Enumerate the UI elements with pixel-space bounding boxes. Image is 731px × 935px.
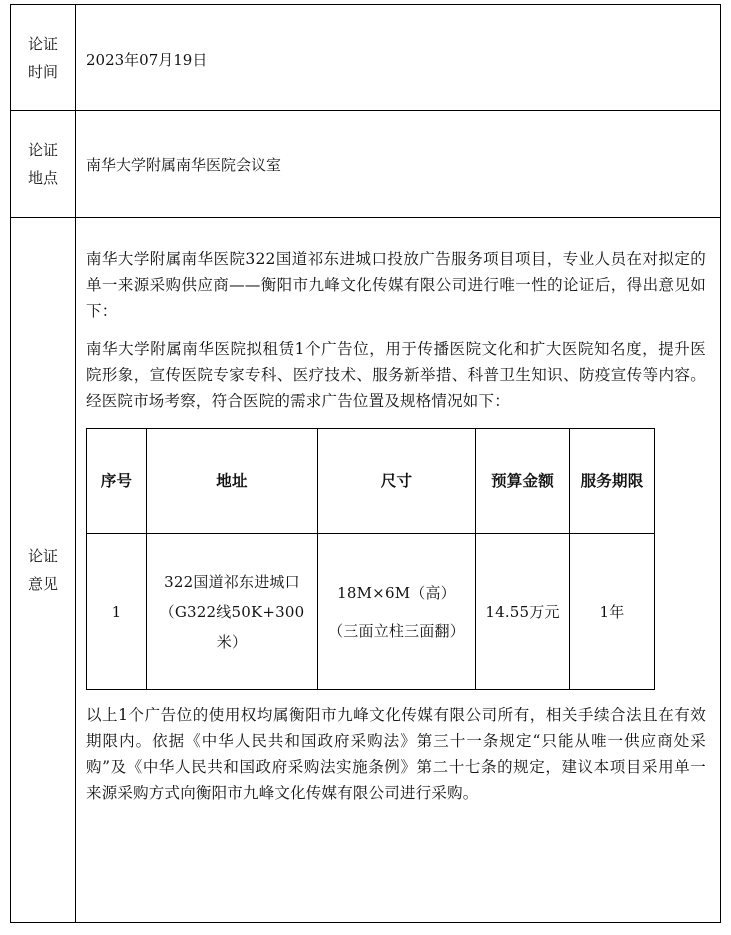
time-value-text: 2023年07月19日 [86, 51, 208, 69]
cell-size [318, 534, 476, 690]
time-value [76, 5, 721, 111]
place-label [11, 111, 76, 218]
billboard-table-header [87, 429, 655, 534]
place-value [76, 111, 721, 218]
opinion-paragraph-3: 以上1个广告位的使用权均属衡阳市九峰文化传媒有限公司所有，相关手续合法且在有效期限内。依据《中华人民共和国政府采购法》第三十一条规定“只能从唯一供应商处采购”及《中华人民共和国政府采购法实施条例》第二十七条的规定，建议本项目采用单一来源采购方式向衡阳市九峰文化传媒有限公司进行采购。 [86, 706, 706, 802]
form-table [10, 4, 721, 923]
place-label-line1: 论证 [27, 141, 58, 159]
cell-period: 1年 [570, 534, 655, 690]
cell-address-line2: （G322线50K+300米） [159, 602, 305, 651]
row-time [11, 5, 721, 111]
opinion-label [11, 218, 76, 923]
cell-size-line1: 18M×6M（高） [337, 583, 456, 602]
cell-address [147, 534, 318, 690]
opinion-label-line2: 意见 [27, 575, 58, 593]
header-address: 地址 [147, 429, 318, 534]
time-label-line1: 论证 [27, 34, 58, 53]
header-budget: 预算金额 [476, 429, 570, 534]
time-label-line2: 时间 [27, 62, 58, 81]
opinion-paragraph-1: 南华大学附属南华医院322国道祁东进城口投放广告服务项目项目，专业人员在对拟定的单一来源采购供应商——衡阳市九峰文化传媒有限公司进行唯一性的论证后，得出意见如下： [86, 250, 706, 320]
billboard-table [86, 428, 655, 690]
cell-no: 1 [87, 534, 147, 690]
cell-budget: 14.55万元 [476, 534, 570, 690]
row-place [11, 111, 721, 218]
time-label [11, 5, 76, 111]
cell-address-line1: 322国道祁东进城口 [164, 572, 300, 591]
opinion-paragraph-2: 南华大学附属南华医院拟租赁1个广告位，用于传播医院文化和扩大医院知名度，提升医院形象，宣传医院专家专科、医疗技术、服务新举措、科普卫生知识、防疫宣传等内容。经医院市场考察，符合医院的需求广告位置及规格情况如下： [86, 340, 706, 410]
header-size: 尺寸 [318, 429, 476, 534]
place-label-line2: 地点 [27, 169, 58, 187]
place-value-text: 南华大学附属南华医院会议室 [86, 155, 282, 174]
header-no: 序号 [87, 429, 147, 534]
row-opinion [11, 218, 721, 923]
opinion-label-line1: 论证 [27, 547, 58, 565]
opinion-content [76, 218, 721, 923]
table-row [87, 534, 655, 690]
cell-size-line2: （三面立柱三面翻） [328, 621, 465, 640]
header-period: 服务期限 [570, 429, 655, 534]
